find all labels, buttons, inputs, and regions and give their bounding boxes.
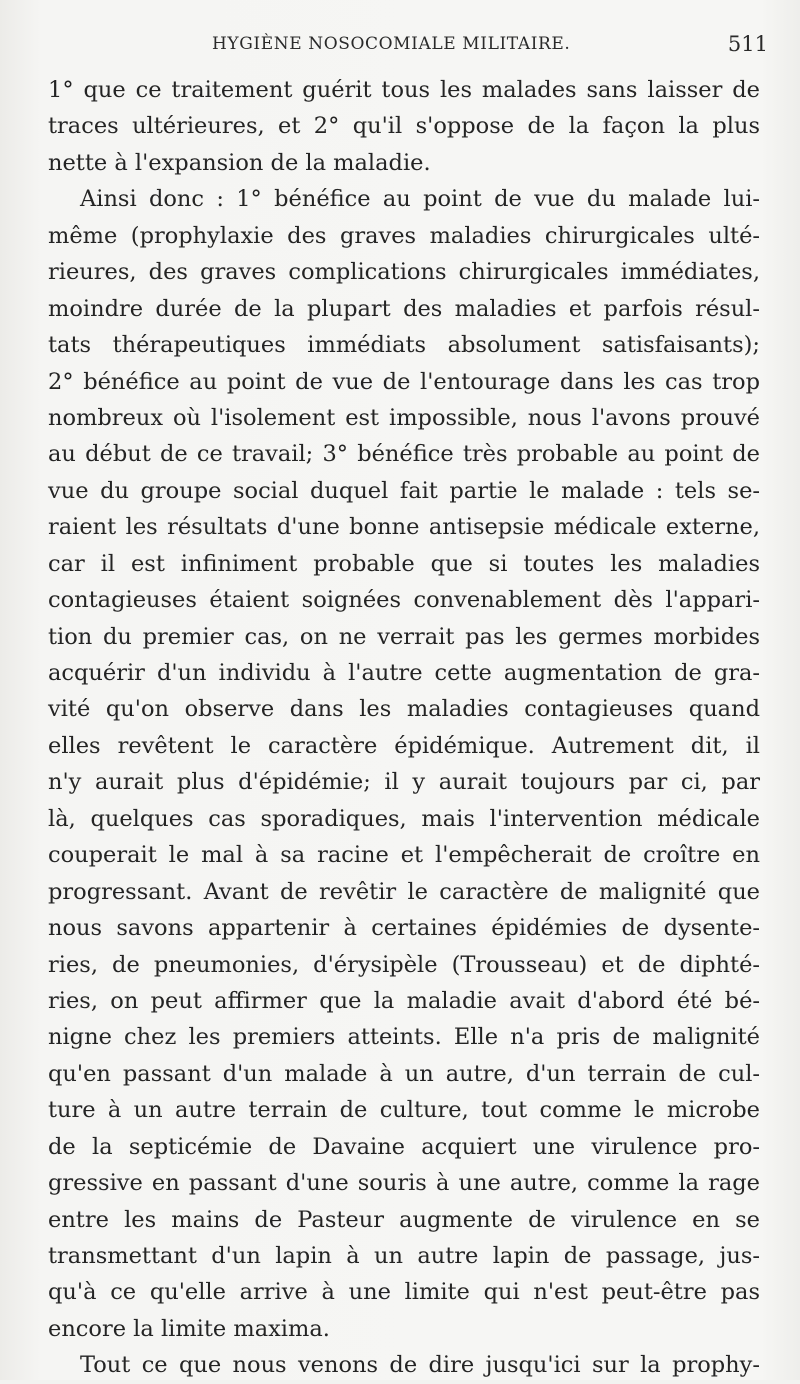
- text-line: au début de ce travail; 3° bénéfice très probable au point de: [48, 441, 760, 468]
- text-line: de la septicémie de Davaine acquiert une virulence pro-: [48, 1133, 760, 1160]
- text-line: tats thérapeutiques immédiats absolument satisfaisants);: [48, 332, 760, 359]
- text-line: entre les mains de Pasteur augmente de virulence en se: [48, 1206, 760, 1233]
- text-line: vité qu'on observe dans les maladies contagieuses quand: [48, 696, 760, 723]
- text-line: couperait le mal à sa racine et l'empêcherait de croître en: [48, 842, 760, 869]
- text-line: progressant. Avant de revêtir le caractère de malignité que: [48, 878, 760, 905]
- text-line: raient les résultats d'une bonne antisepsie médicale externe,: [48, 514, 760, 541]
- text-line: nombreux où l'isolement est impossible, nous l'avons prouvé: [48, 404, 760, 431]
- text-line: qu'à ce qu'elle arrive à une limite qui n'est peut-être pas: [48, 1279, 760, 1306]
- text-line: moindre durée de la plupart des maladies et parfois résul-: [48, 295, 760, 322]
- text-line: même (prophylaxie des graves maladies chirurgicales ulté-: [48, 222, 760, 249]
- text-line: là, quelques cas sporadiques, mais l'intervention médicale: [48, 805, 760, 832]
- text-line: qu'en passant d'un malade à un autre, d'un terrain de cul-: [48, 1060, 760, 1087]
- running-head: [50, 34, 772, 64]
- text-line: tion du premier cas, on ne verrait pas les germes morbides: [48, 623, 760, 650]
- text-line: vue du groupe social duquel fait partie le malade : tels se-: [48, 477, 760, 504]
- text-line: ries, de pneumonies, d'érysipèle (Trousseau) et de diphté-: [48, 951, 760, 978]
- text-line: encore la limite maxima.: [48, 1315, 330, 1342]
- text-line: gressive en passant d'une souris à une autre, comme la rage: [48, 1170, 760, 1197]
- text-line: rieures, des graves complications chirurgicales immédiates,: [48, 259, 760, 286]
- text-line: contagieuses étaient soignées convenablement dès l'appari-: [48, 587, 760, 614]
- text-line: Tout ce que nous venons de dire jusqu'ici sur la prophy-: [80, 1352, 760, 1379]
- text-line: n'y aurait plus d'épidémie; il y aurait toujours par ci, par: [48, 769, 760, 796]
- text-line: 2° bénéfice au point de vue de l'entourage dans les cas trop: [48, 368, 760, 395]
- running-title: HYGIÈNE NOSOCOMIALE MILITAIRE.: [212, 34, 571, 54]
- text-line: traces ultérieures, et 2° qu'il s'oppose de la façon la plus: [48, 113, 760, 140]
- text-line: ture à un autre terrain de culture, tout comme le microbe: [48, 1097, 760, 1124]
- text-line: elles revêtent le caractère épidémique. Autrement dit, il: [48, 732, 760, 759]
- text-line: transmettant d'un lapin à un autre lapin de passage, jus-: [48, 1243, 760, 1269]
- text-line: acquérir d'un individu à l'autre cette augmentation de gra-: [48, 660, 760, 686]
- text-line: nous savons appartenir à certaines épidémies de dysente-: [48, 915, 760, 942]
- text-line: ries, on peut affirmer que la maladie avait d'abord été bé-: [48, 987, 760, 1014]
- text-line: nette à l'expansion de la maladie.: [48, 149, 431, 176]
- body-text: [48, 72, 760, 1384]
- text-line: Ainsi donc : 1° bénéfice au point de vue du malade lui-: [80, 186, 760, 213]
- text-line: 1° que ce traitement guérit tous les malades sans laisser de: [48, 77, 760, 103]
- text-line: nigne chez les premiers atteints. Elle n'a pris de malignité: [48, 1024, 760, 1051]
- text-line: car il est infiniment probable que si toutes les maladies: [48, 550, 760, 577]
- page-number: 511: [727, 32, 768, 56]
